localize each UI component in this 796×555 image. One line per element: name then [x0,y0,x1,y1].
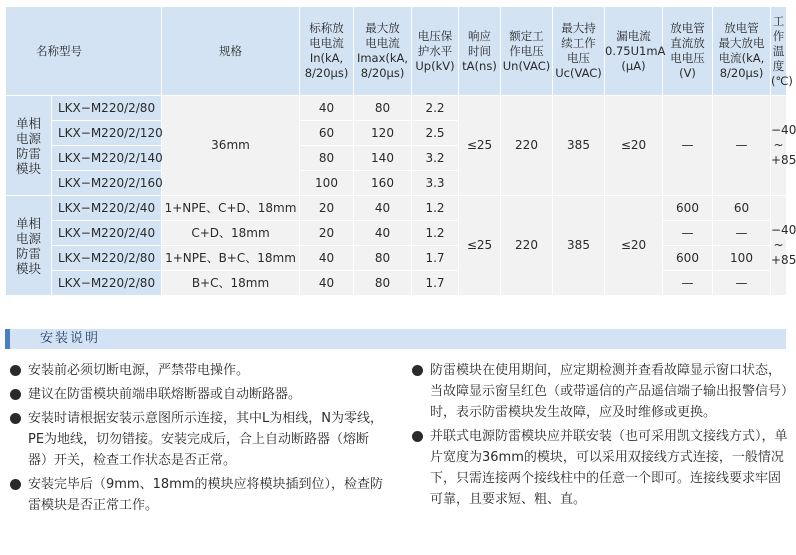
header-uc [553,7,605,96]
spec-cell: B+C、18mm [162,271,300,296]
note-item [410,360,788,423]
ta-cell: ≤25 [459,96,501,196]
up-cell: 1.7 [412,246,459,271]
spec-cell: 1+NPE、B+C、18mm [162,246,300,271]
table-row [6,271,787,296]
category-line: 电源 [15,230,41,246]
dcmax-cell: — [713,96,771,196]
header-imax-4: 8/20μs) [360,66,405,80]
model-cell: LKX−M220/2/40 [52,196,162,221]
note-item [8,474,386,516]
header-ta-3: tA(ns) [462,58,497,73]
note-text: 建议在防雷模块前端串联熔断器或自动断路器。 [28,387,302,402]
header-imax-2: 电电流 [365,36,400,50]
header-in-2: 电电流 [309,36,344,50]
header-dcmax [713,7,771,96]
model-cell: LKX−M220/2/80 [52,96,162,121]
note-item [8,384,386,405]
header-leak-1: 漏电流 [616,28,651,43]
header-temp-1: 工作 [772,13,785,43]
category-line: 单相 [15,215,41,231]
header-dc [663,7,713,96]
category-line: 模块 [15,160,41,176]
table-row [6,246,787,271]
leak-cell: ≤20 [605,196,663,296]
header-dcmax-1: 放电管 [724,21,759,35]
temp-line: −40 [771,123,796,137]
header-in-3: In(kA, [309,51,344,65]
header-dc-4: (V) [679,66,696,80]
header-dcmax-3: 电流(kA, [718,51,765,65]
header-up [412,7,459,96]
header-uc-3: 电压 [567,51,590,65]
model-cell: LKX−M220/2/160 [52,171,162,196]
category-line: 防雷 [15,145,41,161]
header-uc-2: 续工作 [561,36,596,50]
header-leak-2: 0.75U1mA [605,43,666,58]
bullet-icon [10,479,21,490]
note-text: 安装前必须切断电源，严禁带电操作。 [28,363,250,378]
model-cell: LKX−M220/2/120 [52,121,162,146]
header-temp-2: 温度 [772,43,785,73]
table-row [6,96,787,121]
spec-cell: 36mm [162,96,300,196]
bullet-icon [412,365,423,376]
dc-cell: — [663,221,713,246]
up-cell: 1.2 [412,221,459,246]
table-header-row [6,7,787,96]
dc-cell: — [663,96,713,196]
header-ta-1: 响应 [468,28,491,43]
dcmax-cell: 100 [713,246,771,271]
up-cell: 3.2 [412,146,459,171]
imax-cell: 80 [354,271,412,296]
in-cell: 20 [300,221,354,246]
in-cell: 60 [300,121,354,146]
header-dc-3: 电电压 [670,51,705,65]
bullet-icon [412,431,423,442]
header-imax [354,7,412,96]
header-uc-4: Uc(VAC) [555,66,602,80]
header-dcmax-4: 8/20μs) [719,66,764,80]
in-cell: 40 [300,96,354,121]
imax-cell: 80 [354,96,412,121]
header-un-1: 额定工 [509,28,544,43]
header-up-2: 护水平 [417,43,453,58]
uc-cell: 385 [553,96,605,196]
up-cell: 2.5 [412,121,459,146]
note-text: 安装完毕后（9mm、18mm的模块应将模块插到位），检查防雷模块是否正常工作。 [28,477,383,513]
category-line: 防雷 [15,245,41,261]
imax-cell: 120 [354,121,412,146]
in-cell: 100 [300,171,354,196]
imax-cell: 40 [354,221,412,246]
category-cell [6,96,52,196]
temp-line: ~ [773,138,784,152]
header-leak [605,7,666,96]
in-cell: 80 [300,146,354,171]
spec-cell: C+D、18mm [162,221,300,246]
header-in-1: 标称放 [309,21,344,35]
table-row [6,221,787,246]
dc-cell: 600 [663,246,713,271]
spec-table [5,6,796,296]
bullet-icon [10,365,21,376]
header-uc-1: 最大持 [561,21,596,35]
leak-cell: ≤20 [605,96,663,196]
header-up-1: 电压保 [417,28,453,43]
header-temp-3: (℃) [771,73,793,88]
ta-cell: ≤25 [459,196,501,296]
dc-cell: 600 [663,196,713,221]
category-line: 模块 [15,260,41,276]
notes-right [410,360,788,513]
up-cell: 1.7 [412,271,459,296]
note-text: 安装时请根据安装示意图所示连接，其中L为相线，N为零线，PE为地线，切勿错接。安装完成后，合上自动断路器（熔断器）开关，检查工作状态是否正常。 [28,411,383,468]
un-cell: 220 [501,96,553,196]
header-leak-3: (μA) [621,58,646,73]
up-cell: 1.2 [412,196,459,221]
table-row [6,196,787,221]
imax-cell: 140 [354,146,412,171]
temp-line: ~ [773,238,784,252]
note-item [410,426,788,510]
dcmax-cell: — [713,271,771,296]
header-in-4: 8/20μs) [304,66,349,80]
model-cell: LKX−M220/2/80 [52,246,162,271]
note-text: 并联式电源防雷模块应并联安装（也可采用凯文接线方式），单片宽度为36mm的模块，可以采用双接线方式连接，一般情况下，只需连接两个接线柱中的任意一个即可。连接线要求牢固可靠，且要求短、粗、直。 [430,429,788,507]
un-cell: 220 [501,196,553,296]
temp-line: +85 [771,253,796,267]
category-cell [6,196,52,296]
header-imax-3: Imax(kA, [356,51,409,65]
temp-cell [771,196,796,296]
note-item [8,360,386,381]
header-model: 名称型号 [6,7,162,96]
up-cell: 3.3 [412,171,459,196]
section-title: 安装说明 [40,331,101,346]
header-imax-1: 最大放 [365,21,400,35]
header-ta [459,7,501,96]
spec-cell: 1+NPE、C+D、18mm [162,196,300,221]
model-cell: LKX−M220/2/40 [52,221,162,246]
header-dc-1: 放电管 [670,21,705,35]
header-spec: 规格 [162,7,300,96]
header-up-3: Up(kV) [415,58,455,73]
model-cell: LKX−M220/2/80 [52,271,162,296]
dcmax-cell: — [713,221,771,246]
notes-left [8,360,386,519]
uc-cell: 385 [553,196,605,296]
temp-line: +85 [771,153,796,167]
in-cell: 40 [300,246,354,271]
imax-cell: 80 [354,246,412,271]
in-cell: 20 [300,196,354,221]
temp-cell [771,96,796,196]
note-text: 防雷模块在使用期间，应定期检测并查看故障显示窗口状态，当故障显示窗呈红色（或带遥信的产品遥信端子输出报警信号）时，表示防雷模块发生故障，应及时维修或更换。 [430,363,788,420]
up-cell: 2.2 [412,96,459,121]
note-item [8,408,386,471]
category-line: 单相 [15,115,41,131]
header-un-3: Un(VAC) [502,58,551,73]
header-un [501,7,553,96]
in-cell: 40 [300,271,354,296]
header-dcmax-2: 最大放电 [718,36,765,50]
section-header [5,329,786,349]
temp-line: −40 [771,223,796,237]
bullet-icon [10,389,21,400]
dc-cell: — [663,271,713,296]
header-ta-2: 时间 [468,43,491,58]
header-dc-2: 直流放 [670,36,705,50]
header-un-2: 作电压 [509,43,544,58]
dcmax-cell: 60 [713,196,771,221]
header-in [300,7,354,96]
imax-cell: 160 [354,171,412,196]
imax-cell: 40 [354,196,412,221]
bullet-icon [10,413,21,424]
model-cell: LKX−M220/2/140 [52,146,162,171]
header-temp [771,7,793,96]
category-line: 电源 [15,130,41,146]
